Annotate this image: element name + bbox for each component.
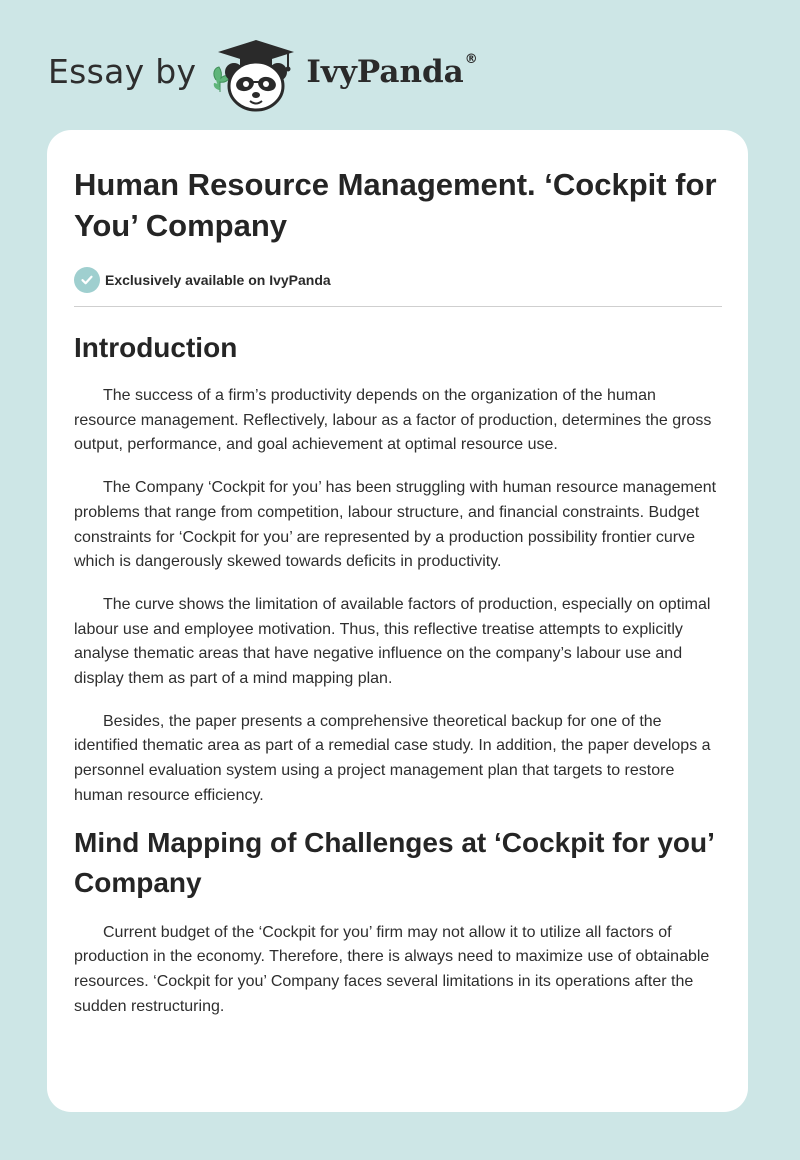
site-header: [48, 34, 478, 114]
paragraph: Besides, the paper presents a comprehensive theoretical backup for one of the identified thematic area as part of a remedial case study. In addition, the paper develops a personnel evaluation system using a project management plan that targets to restore human resource efficiency.: [74, 712, 711, 804]
paragraph: The curve shows the limitation of available factors of production, especially on optimal labour use and employee motivation. Thus, this reflective treatise attempts to explicitly analyse thematic areas that have negative influence on the company’s labour use and display them as part of a mind mapping plan.: [74, 595, 711, 688]
checkmark-icon: [80, 273, 94, 287]
brand-name[interactable]: [306, 54, 477, 90]
paragraph: The success of a firm’s productivity depends on the organization of the human resource management. Reflectively, labour as a factor of production, determines the gross output, performance, and goal achievement at optimal resource use.: [74, 387, 712, 454]
page-title: Human Resource Management. ‘Cockpit for You’ Company: [74, 167, 717, 243]
panda-graduate-logo-icon[interactable]: [210, 34, 302, 114]
title-divider: [74, 306, 722, 307]
brand-prefix: Essay by: [48, 51, 197, 91]
paragraph: The Company ‘Cockpit for you’ has been struggling with human resource management problems that range from competition, labour structure, and financial constraints. Budget constraints for ‘Cockpit for you’ are represented by a production possibility frontier curve which is dangerously skewed towards deficits in productivity.: [74, 479, 717, 571]
section-heading-introduction: Introduction: [74, 332, 238, 363]
exclusive-badge: [74, 266, 722, 294]
section-heading-mind-mapping: Mind Mapping of Challenges at ‘Cockpit for you’ Company: [74, 826, 714, 898]
exclusive-badge-label: Exclusively available on IvyPanda: [105, 272, 331, 288]
check-circle-icon: [74, 267, 100, 293]
essay-card: [47, 130, 748, 1112]
brand-name-text: IvyPanda: [306, 54, 464, 90]
paragraph: Current budget of the ‘Cockpit for you’ firm may not allow it to utilize all factors of production in the economy. Therefore, there is always need to maximize use of obtainable resources. ‘Cockpit for you’ Company faces several limitations in its operations after the sudden restructuring.: [74, 923, 710, 1015]
registered-mark: ®: [464, 52, 478, 67]
